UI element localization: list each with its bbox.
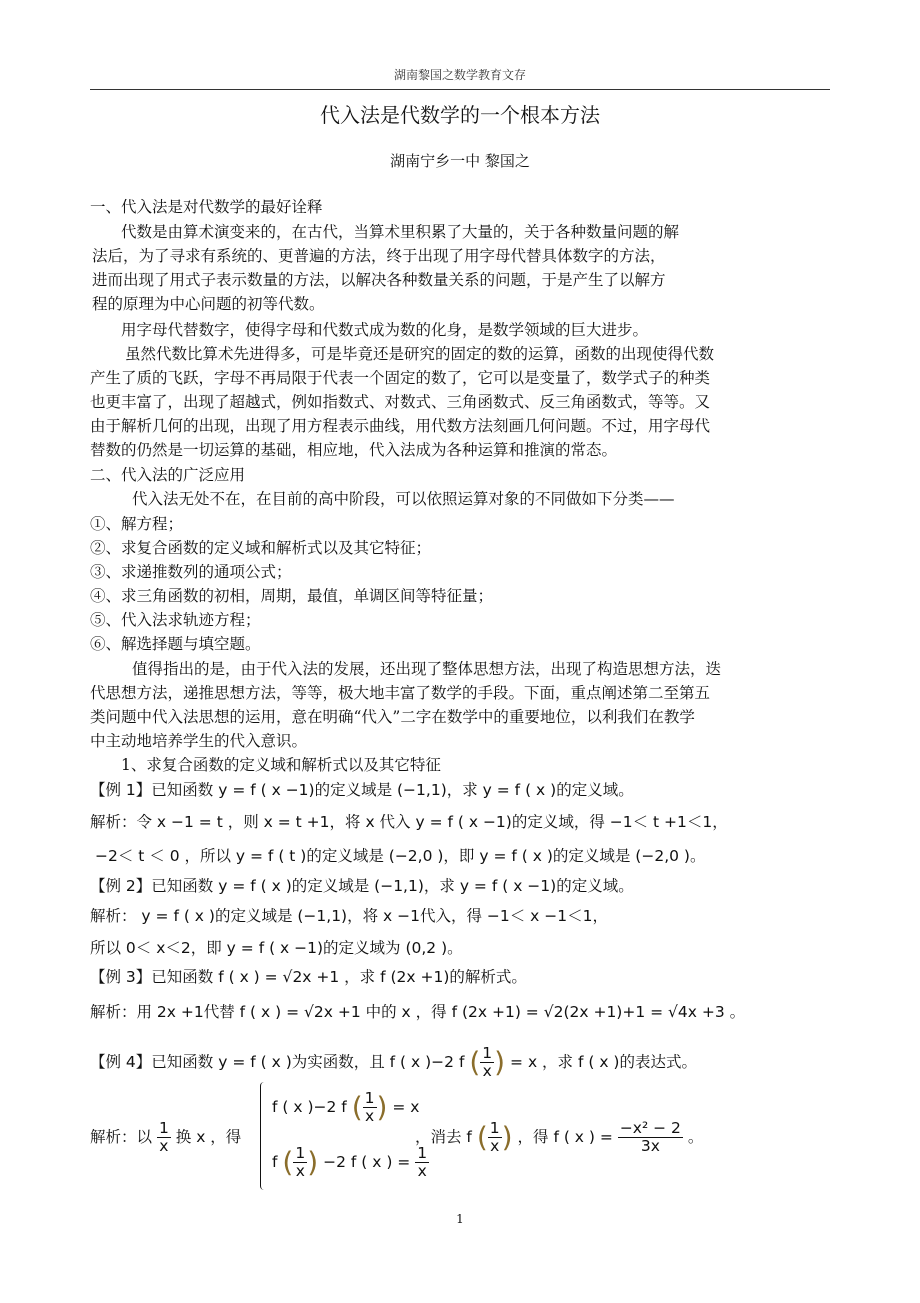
list-item: ①、解方程； bbox=[90, 515, 184, 533]
p4: 代入法无处不在，在目前的高中阶段，可以依照运算对象的不同做如下分类—— bbox=[132, 490, 675, 508]
p3-line-4: 由于解析几何的出现，出现了用方程表示曲线，用代数方法刻画几何问题。不过，用字母代 bbox=[90, 417, 711, 435]
end-period: 。 bbox=[687, 1128, 704, 1146]
result-denominator: 3x bbox=[640, 1137, 660, 1155]
system-equation-1 bbox=[272, 1085, 419, 1130]
fraction-numerator: 1 bbox=[295, 1143, 306, 1162]
example-4 bbox=[90, 1040, 697, 1085]
p5-line-4: 中主动地培养学生的代入意识。 bbox=[90, 732, 308, 750]
fraction-numerator: 1 bbox=[489, 1118, 500, 1137]
fraction-1-over-x bbox=[363, 1090, 377, 1125]
solution-4-lead-text: 解析：以 bbox=[90, 1128, 153, 1146]
solution-4-lead bbox=[90, 1115, 241, 1159]
eq1-pre: f ( x )−2 f bbox=[272, 1098, 347, 1116]
solution-3: 解析：用 2x +1代替 f ( x ) = √2x +1 中的 x ，得 f (2x +1) = √2(2x +1)+1 = √4x +3 。 bbox=[90, 1003, 746, 1021]
fraction-1-over-x bbox=[488, 1120, 502, 1155]
result-numerator: −x² − 2 bbox=[619, 1118, 681, 1137]
p2: 用字母代替数字，使得字母和代数式成为数的化身，是数学领域的巨大进步。 bbox=[121, 321, 649, 339]
p1-line-2: 法后，为了寻求有系统的、更普遍的方法，终于出现了用字母代替具体数字的方法， bbox=[92, 247, 666, 265]
solution-4-mid-text: 换 x ，得 bbox=[175, 1128, 242, 1146]
result-fraction bbox=[618, 1120, 683, 1155]
fraction-denominator: x bbox=[159, 1137, 169, 1155]
example-4-post: = x ，求 f ( x )的表达式。 bbox=[510, 1053, 697, 1071]
paren-right: ) bbox=[494, 1045, 506, 1079]
solution-2-line-1: 解析： y = f ( x )的定义域是 (−1,1)，将 x −1代入，得 −1＜ x −1＜1， bbox=[90, 907, 608, 925]
list-item: ④、求三角函数的初相，周期，最值，单调区间等特征量； bbox=[90, 587, 494, 605]
solution-2-line-2: 所以 0＜ x＜2，即 y = f ( x −1)的定义域为 (0,2 )。 bbox=[90, 939, 463, 957]
example-4-pre: 【例 4】已知函数 y = f ( x )为实函数，且 f ( x )−2 f bbox=[90, 1053, 465, 1071]
example-2: 【例 2】已知函数 y = f ( x )的定义域是 (−1,1)，求 y = f ( x −1)的定义域。 bbox=[90, 877, 634, 895]
p3-line-2: 产生了质的飞跃，字母不再局限于代表一个固定的数了，它可以是变量了，数学式子的种类 bbox=[90, 369, 711, 387]
list-item: ⑤、代入法求轨迹方程； bbox=[90, 611, 261, 629]
page-number: 1 bbox=[456, 1212, 464, 1226]
author-line: 湖南宁乡一中 黎国之 bbox=[390, 152, 530, 170]
p1-line-4: 程的原理为中心问题的初等代数。 bbox=[92, 295, 325, 313]
paren-left: ( bbox=[282, 1145, 294, 1179]
p5-line-3: 类问题中代入法思想的运用，意在明确“代入”二字在数学中的重要地位，以利我们在教学 bbox=[90, 708, 695, 726]
section-1-heading: 一、代入法是对代数学的最好诠释 bbox=[90, 198, 323, 216]
fraction-denominator: x bbox=[482, 1062, 492, 1080]
paren-right: ) bbox=[376, 1090, 388, 1124]
doc-title: 代入法是代数学的一个根本方法 bbox=[320, 103, 600, 127]
section-2-heading: 二、代入法的广泛应用 bbox=[90, 466, 246, 484]
p3-line-5: 替数的仍然是一切运算的基础，相应地，代入法成为各种运算和推演的常态。 bbox=[90, 441, 618, 459]
fraction-denominator: x bbox=[490, 1137, 500, 1155]
list-item: ⑥、解选择题与填空题。 bbox=[90, 635, 261, 653]
system-equation-2 bbox=[272, 1140, 429, 1185]
get-text: ，得 f ( x ) = bbox=[517, 1128, 613, 1146]
example-1: 【例 1】已知函数 y = f ( x −1)的定义域是 (−1,1)，求 y = f ( x )的定义域。 bbox=[90, 781, 634, 799]
equation-system-brace bbox=[260, 1082, 269, 1190]
p5-line-1: 值得指出的是，由于代入法的发展，还出现了整体思想方法，出现了构造思想方法，迭 bbox=[132, 660, 722, 678]
fraction-numerator: 1 bbox=[417, 1143, 428, 1162]
eliminate-text: ，消去 f bbox=[415, 1128, 472, 1146]
paren-left: ( bbox=[476, 1120, 488, 1154]
paren-right: ) bbox=[307, 1145, 319, 1179]
p3-line-1: 虽然代数比算术先进得多，可是毕竟还是研究的固定的数的运算，函数的出现使得代数 bbox=[125, 345, 715, 363]
fraction-1-over-x bbox=[293, 1145, 307, 1180]
eq2-post: −2 f ( x ) = bbox=[323, 1153, 411, 1171]
subsection-1-heading: 1、求复合函数的定义域和解析式以及其它特征 bbox=[121, 756, 441, 774]
page-header: 湖南黎国之数学教育文存 bbox=[393, 68, 526, 82]
fraction-numerator: 1 bbox=[482, 1043, 493, 1062]
solution-1-line-2: −2＜ t ＜ 0 ，所以 y = f ( t )的定义域是 (−2,0 )，即 y = f ( x )的定义域是 (−2,0 )。 bbox=[95, 847, 706, 865]
eq1-post: = x bbox=[392, 1098, 420, 1116]
header-rule bbox=[90, 89, 830, 90]
list-item: ③、求递推数列的通项公式； bbox=[90, 563, 292, 581]
paren-left: ( bbox=[469, 1045, 481, 1079]
solution-1-line-1: 解析：令 x −1 = t ，则 x = t +1，将 x 代入 y = f ( x −1)的定义域，得 −1＜ t +1＜1， bbox=[90, 813, 728, 831]
p1-line-1: 代数是由算术演变来的，在古代，当算术里积累了大量的，关于各种数量问题的解 bbox=[121, 223, 680, 241]
fraction-denominator: x bbox=[417, 1162, 427, 1180]
fraction-denominator: x bbox=[364, 1107, 375, 1125]
list-item: ②、求复合函数的定义域和解析式以及其它特征； bbox=[90, 539, 432, 557]
fraction-denominator: x bbox=[295, 1162, 305, 1180]
fraction-numerator: 1 bbox=[158, 1118, 169, 1137]
p3-line-3: 也更丰富了，出现了超越式，例如指数式、对数式、三角函数式、反三角函数式，等等。又 bbox=[90, 393, 711, 411]
p1-line-3: 进而出现了用式子表示数量的方法，以解决各种数量关系的问题，于是产生了以解方 bbox=[92, 271, 666, 289]
fraction-numerator: 1 bbox=[364, 1088, 375, 1107]
p5-line-2: 代思想方法，递推思想方法，等等，极大地丰富了数学的手段。下面，重点阐述第二至第五 bbox=[90, 684, 711, 702]
fraction-1-over-x bbox=[157, 1120, 171, 1155]
solution-4-result bbox=[415, 1115, 703, 1160]
example-3: 【例 3】已知函数 f ( x ) = √2x +1 ，求 f (2x +1)的解析式。 bbox=[90, 968, 527, 986]
paren-right: ) bbox=[501, 1120, 513, 1154]
eq2-pre: f bbox=[272, 1153, 278, 1171]
paren-left: ( bbox=[351, 1090, 363, 1124]
fraction-1-over-x bbox=[480, 1045, 494, 1080]
